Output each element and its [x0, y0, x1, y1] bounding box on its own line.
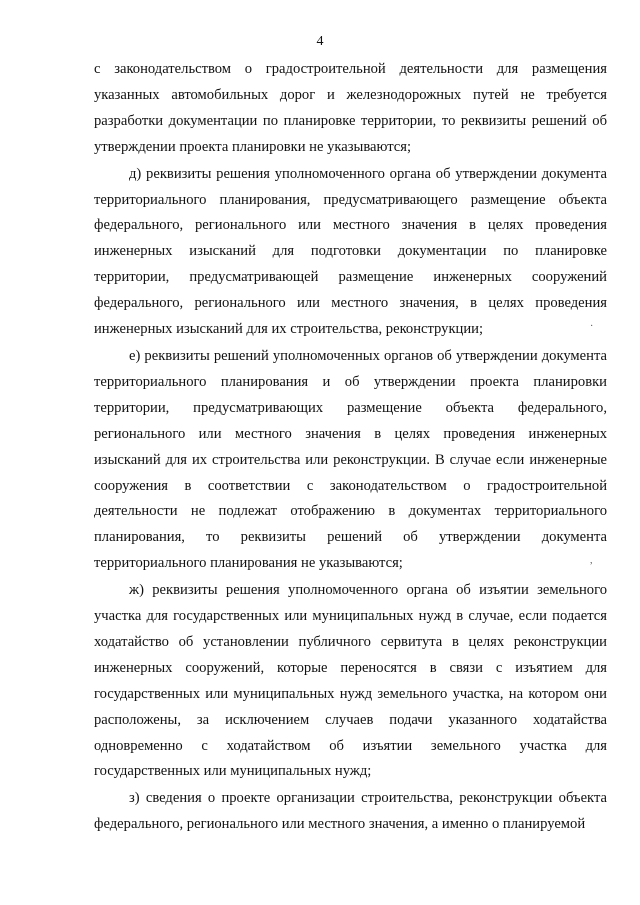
- paragraph-continuation: с законодательством о градостроительной деятельности для размещения указанных автомобильных дорог и железнодорожных путей не требуется разработки документации по планировке территории, то реквизиты решений об утверждении проекта планировки не указываются;: [94, 61, 607, 155]
- paragraph-item-zh: ж) реквизиты решения уполномоченного органа об изъятии земельного участка для государственных или муниципальных нужд в случае, если подается ходатайство об установлении публичного сервитута в целях реконструкции инженерных сооружений, которые переносятся в связи с изъятием для государственных или муниципальных нужд земельного участка, на котором они расположены, за исключением случаев подачи указанного ходатайства одновременно с ходатайством об изъятии земельного участка для государственных или муниципальных нужд;: [94, 582, 607, 780]
- page-number: 4: [316, 34, 324, 49]
- paragraph-item-z: з) сведения о проекте организации строительства, реконструкции объекта федерального, регионального или местного значения, а именно о планируемой: [94, 790, 607, 833]
- document-body: [94, 57, 607, 838]
- paragraph-item-e: е) реквизиты решений уполномоченных органов об утверждении документа территориального планирования и об утверждении проекта планировки территории, предусматривающих размещение объекта федерального, регионального или местного значения в целях проведения инженерных изысканий для их строительства или реконструкции. В случае если инженерные сооружения в соответствии с законодательством о градостроительной деятельности не подлежат отображению в документах территориального планирования, то реквизиты решений об утверждении документа территориального планирования не указываются;: [94, 347, 607, 572]
- scan-speck-mark: ,: [590, 555, 593, 566]
- scan-speck-mark: ·: [590, 321, 594, 332]
- paragraph-item-d: д) реквизиты решения уполномоченного органа об утверждении документа территориального планирования, предусматривающего размещение объекта федерального, регионального или местного значения в целях проведения инженерных изысканий для подготовки документации по планировке территории, предусматривающей размещение инженерных сооружений федерального, регионального или местного значения, в целях проведения инженерных изысканий для их строительства, реконструкции;: [94, 165, 607, 338]
